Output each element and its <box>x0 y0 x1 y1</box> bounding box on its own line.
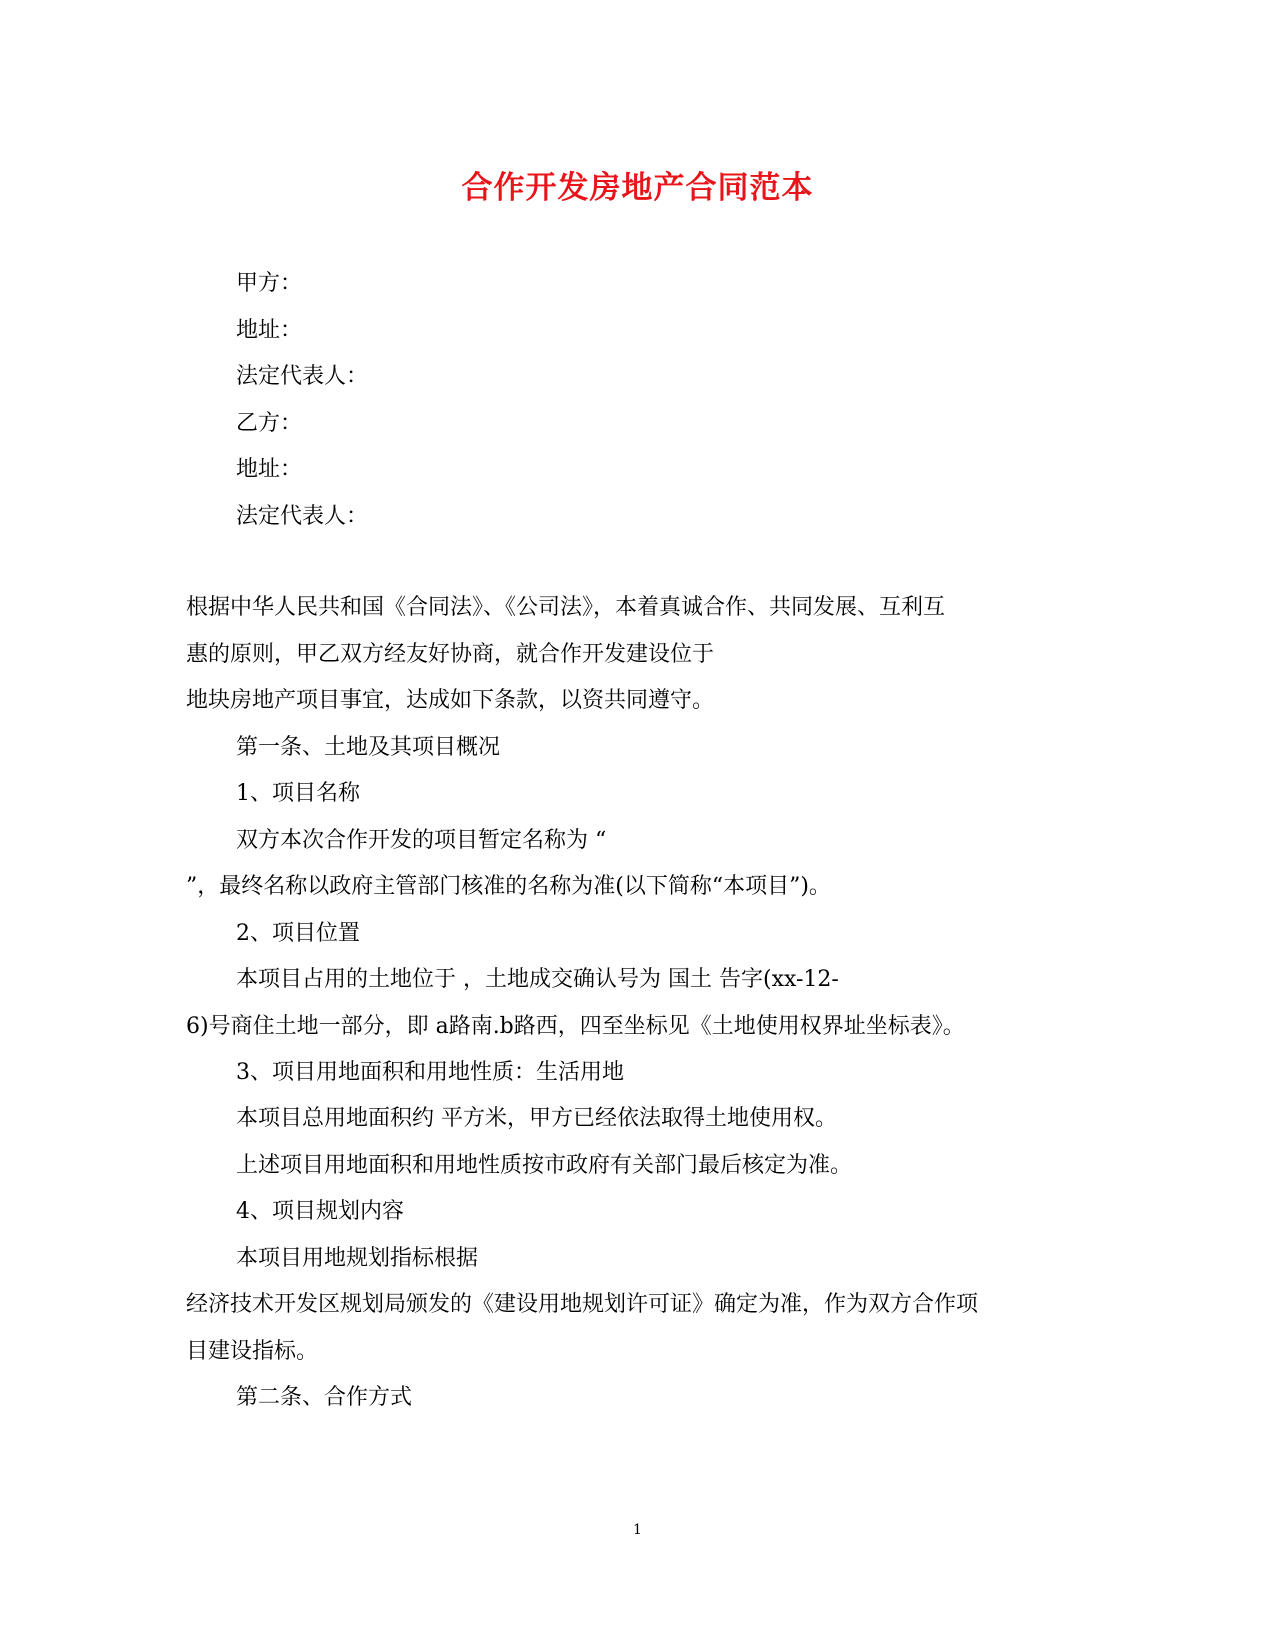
document-title: 合作开发房地产合同范本 <box>461 170 814 206</box>
item-2-text-line-2: 6)号商住土地一部分，即 a路南.b路西，四至坐标见《土地使用权界址坐标表》。 <box>186 1014 965 1039</box>
item-2-text-line-1: 本项目占用的土地位于 ，土地成交确认号为 国土 告字(xx-12- <box>236 967 839 992</box>
item-4-text-line-3: 目建设指标。 <box>186 1339 319 1364</box>
item-1-text-line-1: 双方本次合作开发的项目暂定名称为 “ <box>236 828 607 853</box>
item-2-heading: 2、项目位置 <box>236 921 360 946</box>
party-a-address-label: 地址： <box>236 318 303 343</box>
party-b-label: 乙方： <box>236 411 303 436</box>
page-number: 1 <box>633 1522 642 1538</box>
item-1-heading: 1、项目名称 <box>236 781 360 806</box>
preamble-line-2: 惠的原则，甲乙双方经友好协商，就合作开发建设位于 <box>186 642 715 667</box>
item-3-text-line-1: 本项目总用地面积约 平方米，甲方已经依法取得土地使用权。 <box>236 1106 837 1131</box>
item-4-text-line-2: 经济技术开发区规划局颁发的《建设用地规划许可证》确定为准，作为双方合作项 <box>186 1292 979 1317</box>
party-a-representative-label: 法定代表人： <box>236 364 369 389</box>
article-1-heading: 第一条、土地及其项目概况 <box>236 735 501 760</box>
item-4-heading: 4、项目规划内容 <box>236 1199 404 1224</box>
preamble-line-3: 地块房地产项目事宜，达成如下条款，以资共同遵守。 <box>186 688 715 713</box>
item-3-heading: 3、项目用地面积和用地性质：生活用地 <box>236 1060 624 1085</box>
party-a-label: 甲方： <box>236 271 303 296</box>
item-3-text-line-2: 上述项目用地面积和用地性质按市政府有关部门最后核定为准。 <box>236 1153 853 1178</box>
article-2-heading: 第二条、合作方式 <box>236 1385 413 1410</box>
party-b-address-label: 地址： <box>236 457 303 482</box>
preamble-line-1: 根据中华人民共和国《合同法》、《公司法》，本着真诚合作、共同发展、互利互 <box>186 595 946 620</box>
party-b-representative-label: 法定代表人： <box>236 504 369 529</box>
item-4-text-line-1: 本项目用地规划指标根据 <box>236 1246 479 1271</box>
item-1-text-line-2: ”，最终名称以政府主管部门核准的名称为准(以下简称“本项目”)。 <box>186 874 831 899</box>
